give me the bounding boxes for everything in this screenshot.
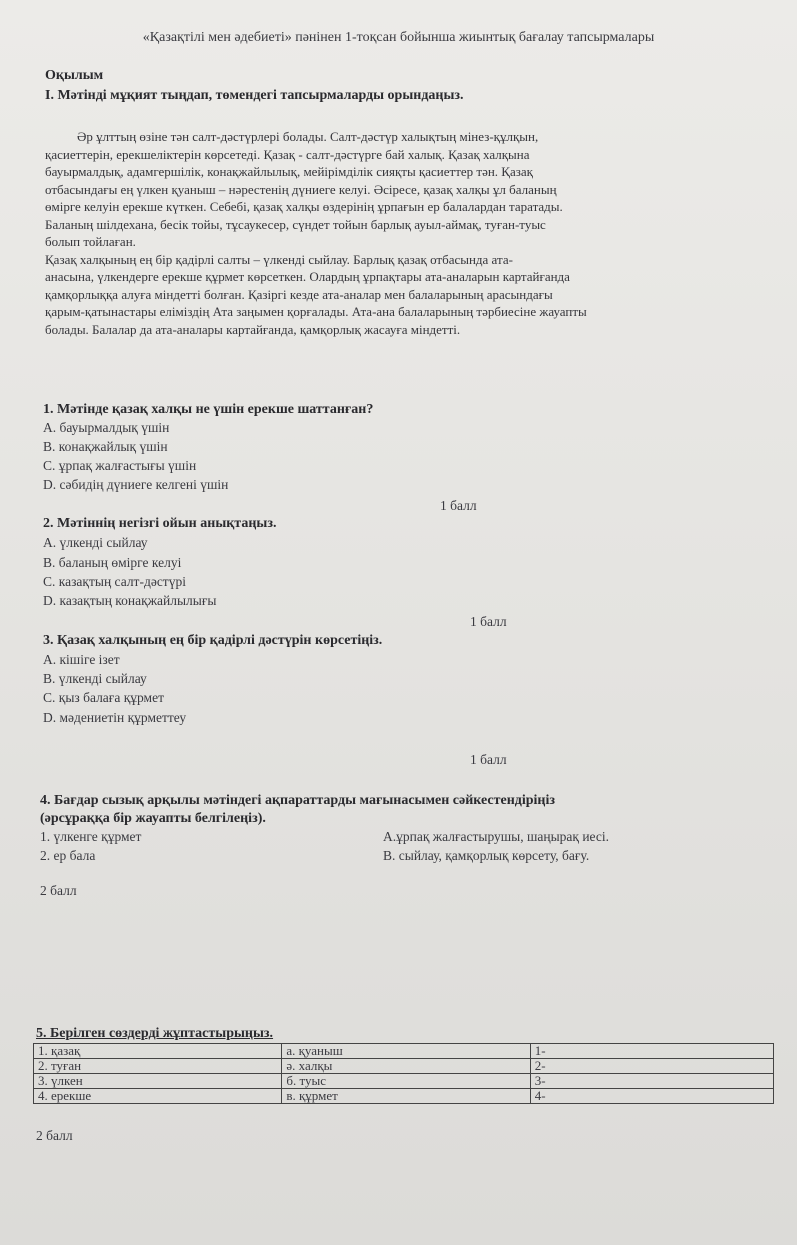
task-intro: I. Мәтінді мұқият тыңдап, төмендегі тапсырмаларды орындаңыз. [45, 88, 464, 103]
answer-cell[interactable]: 2- [530, 1059, 773, 1074]
text-line: қамқорлыққа алуға міндетті болған. Қазіргі кезде ата-аналар мен балаларының арасындағы [45, 286, 553, 302]
table-cell: а. қуаныш [282, 1044, 530, 1059]
q4-left-item-2[interactable]: 2. ер бала [40, 848, 96, 863]
text-line: өмірге келуін ерекше күткен. Себебі, қазақ халқы өздерінің ұрпағын ер балалардан таратады. [45, 199, 563, 214]
answer-cell[interactable]: 3- [530, 1074, 773, 1089]
section-title: Оқылым [45, 68, 104, 83]
q1-option-a[interactable]: A. бауырмалдық үшін [43, 420, 170, 435]
q3-option-d[interactable]: D. мәдениетін құрметтеу [43, 710, 187, 725]
text-line: Әр ұлттың өзіне тән салт-дәстүрлері болады. Салт-дәстүр халықтың мінез-құлқын, [77, 129, 539, 144]
text-line: қасиеттерін, ерекшеліктерін көрсетеді. Қазақ - салт-дәстүрге бай халық. Қазақ халқына [45, 146, 530, 162]
table-cell: б. туыс [282, 1074, 530, 1089]
text-line: бауырмалдық, адамгершілік, конақжайлылық, мейірімділік сияқты қасиеттер тән. Қазақ [45, 164, 533, 179]
text-line: Баланың шілдехана, бесік тойы, тұсаукесер, сүндет тойын барлық ауыл-аймақ, туған-туыс [45, 216, 546, 232]
question-3: 3. Қазақ халқының ең бір қадірлі дәстүрін көрсетіңіз. [43, 633, 383, 648]
text-line: болады. Балалар да ата-аналары картайғанда, қамқорлық жасауға міндетті. [45, 321, 461, 337]
answer-cell[interactable]: 1- [530, 1044, 773, 1059]
q4-points: 2 балл [40, 883, 77, 898]
text-line: отбасындағы ең үлкен қуаныш – нәрестенің дүниеге келуі. Әсіресе, қазақ халқы ұл баланың [45, 181, 557, 197]
table-cell: 2. туған [34, 1059, 282, 1074]
q2-option-c[interactable]: C. казақтың салт-дәстүрі [43, 574, 186, 589]
question-2: 2. Мәтіннің негізгі ойын анықтаңыз. [43, 516, 277, 531]
reading-text [45, 128, 760, 338]
question-1: 1. Мәтінде қазақ халқы не үшін ерекше шаттанған? [43, 402, 374, 417]
q2-option-d[interactable]: D. казақтың конақжайлылығы [43, 593, 217, 608]
q3-points: 1 балл [470, 752, 507, 767]
table-row [34, 1074, 774, 1089]
question-4: 4. Бағдар сызық арқылы мәтіндегі ақпараттарды мағынасымен сәйкестендіріңіз [40, 793, 555, 808]
q4-right-item-a[interactable]: A.ұрпақ жалғастырушы, шаңырақ иесі. [383, 829, 610, 844]
answer-cell[interactable]: 4- [530, 1089, 773, 1104]
q3-option-a[interactable]: A. кішіге ізет [43, 652, 120, 667]
question-5: 5. Берілген сөздерді жұптастырыңыз. [36, 1026, 274, 1041]
worksheet-header: «Қазақтілі мен әдебиеті» пәнінен 1-тоқсан бойынша жиынтық бағалау тапсырмалары [142, 30, 655, 45]
q3-option-b[interactable]: B. үлкенді сыйлау [43, 671, 147, 686]
table-cell: в. құрмет [282, 1089, 530, 1104]
q4-left-item-1[interactable]: 1. үлкенге құрмет [40, 829, 142, 844]
q2-option-b[interactable]: B. баланың өмірге келуі [43, 555, 182, 570]
q1-option-c[interactable]: C. ұрпақ жалғастығы үшін [43, 458, 197, 473]
table-cell: ә. халқы [282, 1059, 530, 1074]
table-row [34, 1089, 774, 1104]
text-line: болып тойлаған. [45, 234, 136, 249]
question-4-note: (әрсұраққа бір жауапты белгілеңіз). [40, 811, 266, 826]
table-row [34, 1059, 774, 1074]
q3-option-c[interactable]: C. қыз балаға құрмет [43, 690, 164, 705]
table-cell: 1. қазақ [34, 1044, 282, 1059]
q1-option-d[interactable]: D. сәбидің дүниеге келгені үшін [43, 477, 229, 492]
table-cell: 4. ерекше [34, 1089, 282, 1104]
q2-points: 1 балл [470, 614, 507, 629]
text-line: Қазақ халқының ең бір қадірлі салты – үлкенді сыйлау. Барлық қазақ отбасында ата- [45, 251, 513, 267]
text-line: қарым-қатынастары еліміздің Ата заңымен қорғалады. Ата-ана балаларының тәрбиесіне жауапты [45, 304, 587, 319]
q2-option-a[interactable]: A. үлкенді сыйлау [43, 535, 148, 550]
table-row [34, 1044, 774, 1059]
text-line: анасына, үлкендерге ерекше құрмет көрсеткен. Олардың ұрпақтары ата-аналарын картайғанда [45, 269, 570, 284]
q1-option-b[interactable]: B. конақжайлық үшін [43, 439, 168, 454]
q4-right-item-b[interactable]: B. сыйлау, қамқорлық көрсету, бағу. [383, 848, 590, 863]
matching-table [33, 1043, 774, 1104]
q5-points: 2 балл [36, 1128, 73, 1143]
q1-points: 1 балл [440, 498, 477, 513]
table-cell: 3. үлкен [34, 1074, 282, 1089]
